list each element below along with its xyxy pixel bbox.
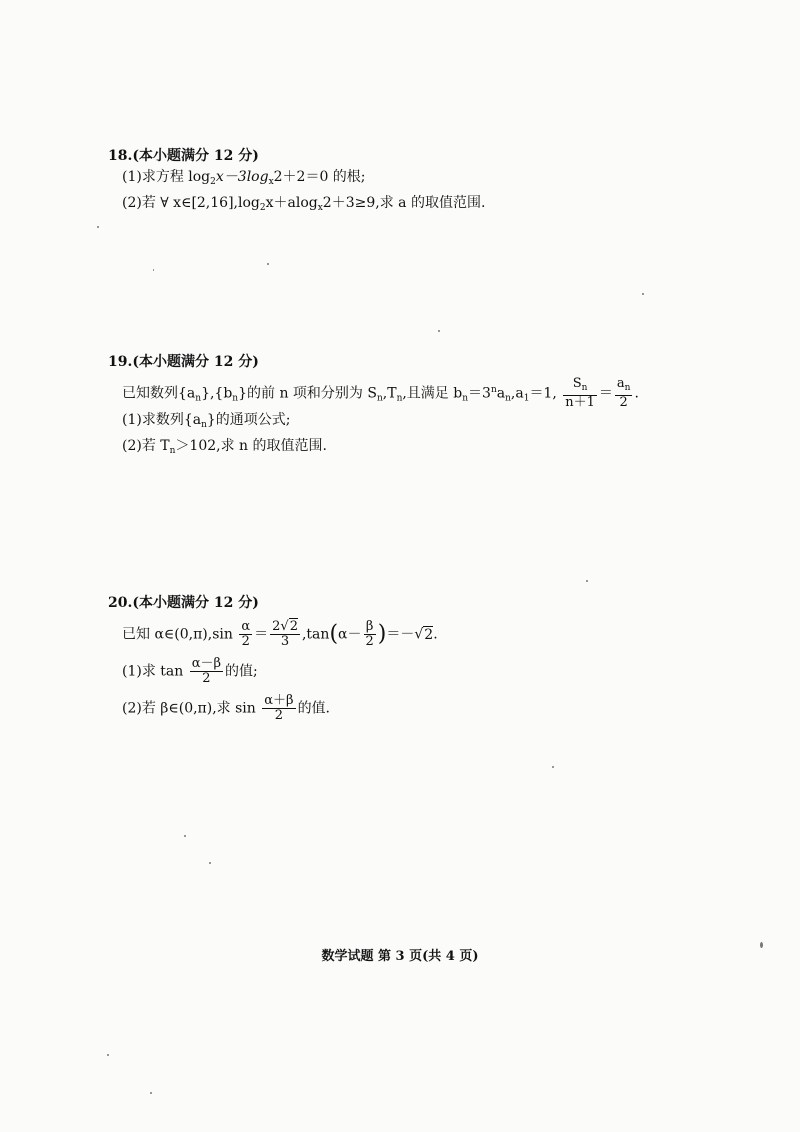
text: (1)求 tan <box>122 663 184 680</box>
scan-speck <box>438 330 440 332</box>
numerator: 2√2 <box>272 619 298 634</box>
scan-speck <box>267 263 269 265</box>
text: 2＋2＝0 的根; <box>273 169 366 185</box>
sqrt-radicand: 2 <box>289 619 298 634</box>
text: (2)若 β∈(0,π),求 sin <box>122 700 256 717</box>
subscript: n <box>505 393 511 404</box>
text: 的值. <box>297 700 331 717</box>
text: α－ <box>338 626 362 643</box>
subscript: 1 <box>523 393 530 404</box>
text: ,且满足 b <box>402 385 463 402</box>
scan-speck <box>107 1054 109 1056</box>
question-19-stem <box>108 377 708 410</box>
fraction <box>563 377 597 410</box>
subscript: x <box>317 203 323 213</box>
text: a <box>496 385 506 402</box>
question-19 <box>108 352 708 462</box>
question-20-part-2 <box>108 694 708 723</box>
text: S <box>572 376 582 391</box>
scan-speck <box>552 766 554 768</box>
text: (2)若 ∀ x∈[2,16],log <box>122 195 260 211</box>
scan-speck <box>586 580 588 582</box>
text: 已知数列{a <box>122 385 196 402</box>
superscript: n <box>490 384 497 395</box>
text: ＝－ <box>386 626 415 643</box>
fraction <box>615 377 633 410</box>
text: (1)求方程 log <box>122 169 211 185</box>
denominator: 2 <box>202 671 211 686</box>
text: ,a <box>510 385 524 402</box>
question-20-stem: 已知 α∈(0,π),sin $\frac{\alpha}{2}$ ＝ $\frac{2√2}{3}$ ,tan(α－ $\frac{\beta}{2}$ )＝－√2. <box>122 619 438 649</box>
denominator: 2 <box>619 395 628 410</box>
text: },{b <box>201 385 233 402</box>
scan-speck <box>97 226 99 228</box>
scan-speck <box>209 862 211 864</box>
text: ＝ <box>598 385 613 402</box>
paren-close: ) <box>377 621 387 647</box>
question-19-part-1 <box>108 410 708 436</box>
denominator: 2 <box>241 634 250 649</box>
subscript: n <box>169 446 176 456</box>
text: x＋alog <box>265 195 318 211</box>
text: a <box>616 376 625 391</box>
text: 已知 α∈(0,π),sin <box>122 626 233 643</box>
question-18-part-2 <box>108 193 708 219</box>
question-19-title: 19.(本小题满分 12 分) <box>108 354 259 370</box>
scan-speck <box>642 293 644 295</box>
fraction <box>270 620 300 649</box>
denominator: 2 <box>274 708 284 723</box>
text: 2＋3≥9,求 a 的取值范围. <box>322 195 486 211</box>
text: (1)求数列{a <box>122 412 202 428</box>
numerator: α＋β <box>264 693 294 708</box>
text: 2 <box>272 619 281 634</box>
text: ＞102,求 n 的取值范围. <box>175 438 327 454</box>
scan-speck <box>184 835 186 837</box>
fraction <box>239 620 252 649</box>
subscript: n <box>232 393 239 404</box>
numerator: β <box>364 620 376 635</box>
subscript: n <box>201 420 207 430</box>
text: ＝3 <box>468 385 491 402</box>
question-20-part-1 <box>108 657 708 686</box>
fraction <box>364 620 376 649</box>
denominator: n＋1 <box>565 395 595 410</box>
subscript: n <box>396 393 403 404</box>
text: . <box>433 626 438 643</box>
subscript: n <box>581 383 588 393</box>
text: }的通项公式; <box>206 412 291 428</box>
subscript: n <box>376 393 383 404</box>
text: ＝1, <box>529 385 557 402</box>
question-20 <box>108 593 708 723</box>
question-18-title: 18.(本小题满分 12 分) <box>108 148 259 164</box>
question-18 <box>108 146 708 219</box>
subscript: n <box>462 393 469 404</box>
numerator <box>563 377 597 396</box>
sqrt-radicand: 2 <box>424 626 434 643</box>
text: . <box>634 385 639 402</box>
subscript: 2 <box>210 177 216 187</box>
page-footer: 数学试题 第 3 页(共 4 页) <box>321 949 479 964</box>
text: ,tan <box>301 626 330 643</box>
subscript: x <box>268 177 274 187</box>
subscript: n <box>195 393 202 404</box>
text: x－3log <box>215 169 269 185</box>
question-19-part-2 <box>108 436 708 462</box>
numerator: α－β <box>191 656 222 671</box>
text: ,T <box>382 385 397 402</box>
numerator <box>615 377 633 396</box>
subscript: 2 <box>259 203 266 213</box>
text: ＝ <box>254 626 269 643</box>
denominator: 2 <box>365 634 374 649</box>
scan-speck <box>153 269 154 271</box>
scan-speck <box>150 1092 152 1094</box>
text: (2)若 T <box>122 438 170 454</box>
subscript: n <box>624 383 631 393</box>
question-18-part-1 <box>108 167 708 193</box>
text: 的值; <box>225 663 258 680</box>
fraction <box>190 657 223 686</box>
fraction <box>262 694 295 723</box>
text: }的前 n 项和分别为 S <box>238 385 377 402</box>
question-20-title: 20.(本小题满分 12 分) <box>108 595 259 611</box>
scan-speck <box>760 942 763 948</box>
denominator: 3 <box>280 634 290 649</box>
numerator: α <box>241 619 251 634</box>
paren-open: ( <box>329 621 339 647</box>
